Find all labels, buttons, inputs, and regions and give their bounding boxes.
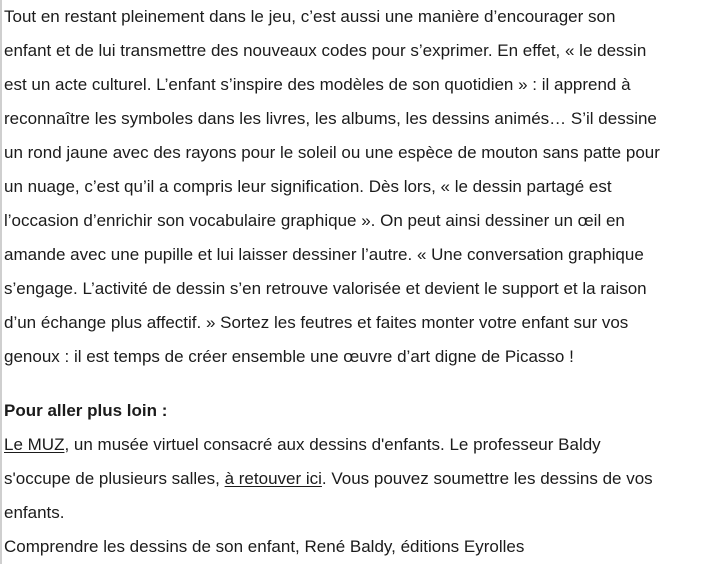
paragraph-line: un nuage, c’est qu’il a compris leur signification. Dès lors, « le dessin partagé est xyxy=(4,177,612,196)
muz-description: , un musée virtuel consacré aux dessins d'enfants. Le professeur Baldy xyxy=(64,435,601,454)
left-border xyxy=(0,0,2,564)
paragraph-line: l’occasion d’enrichir son vocabulaire graphique ». On peut ainsi dessiner un œil en xyxy=(4,211,625,230)
muz-link[interactable]: Le MUZ xyxy=(4,435,65,454)
paragraph-line: amande avec une pupille et lui laisser dessiner l’autre. « Une conversation graphique xyxy=(4,245,644,264)
article-body xyxy=(4,0,704,564)
paragraph-muz xyxy=(4,428,704,530)
paragraph-line: un rond jaune avec des rayons pour le soleil ou une espèce de mouton sans patte pour xyxy=(4,143,660,162)
paragraph-line: enfant et de lui transmettre des nouveaux codes pour s’exprimer. En effet, « le dessin xyxy=(4,41,647,60)
paragraph-line: d’un échange plus affectif. » Sortez les feutres et faites monter votre enfant sur vos xyxy=(4,313,629,332)
paragraph-line: reconnaître les symboles dans les livres, les albums, les dessins animés… S’il dessine xyxy=(4,109,657,128)
paragraph-drawing-culture xyxy=(4,0,704,374)
paragraph-line xyxy=(4,428,704,462)
rooms-link[interactable]: à retouver ici xyxy=(224,469,322,488)
book-reference xyxy=(4,530,704,564)
book-reference-line: Comprendre les dessins de son enfant, René Baldy, éditions Eyrolles xyxy=(4,537,525,556)
paragraph-line xyxy=(4,462,704,496)
further-reading-heading: Pour aller plus loin : xyxy=(4,401,168,420)
paragraph-line: s’engage. L’activité de dessin s’en retrouve valorisée et devient le support et la raison xyxy=(4,279,647,298)
submit-drawings-text: . Vous pouvez soumettre les dessins de vos xyxy=(321,469,653,488)
paragraph-line: genoux : il est temps de créer ensemble une œuvre d’art digne de Picasso ! xyxy=(4,347,574,366)
muz-rooms-text: s'occupe de plusieurs salles, xyxy=(4,469,225,488)
paragraph-line: Tout en restant pleinement dans le jeu, c’est aussi une manière d’encourager son xyxy=(4,7,616,26)
paragraph-line: est un acte culturel. L’enfant s’inspire des modèles de son quotidien » : il apprend à xyxy=(4,75,631,94)
paragraph-line: enfants. xyxy=(4,503,65,522)
